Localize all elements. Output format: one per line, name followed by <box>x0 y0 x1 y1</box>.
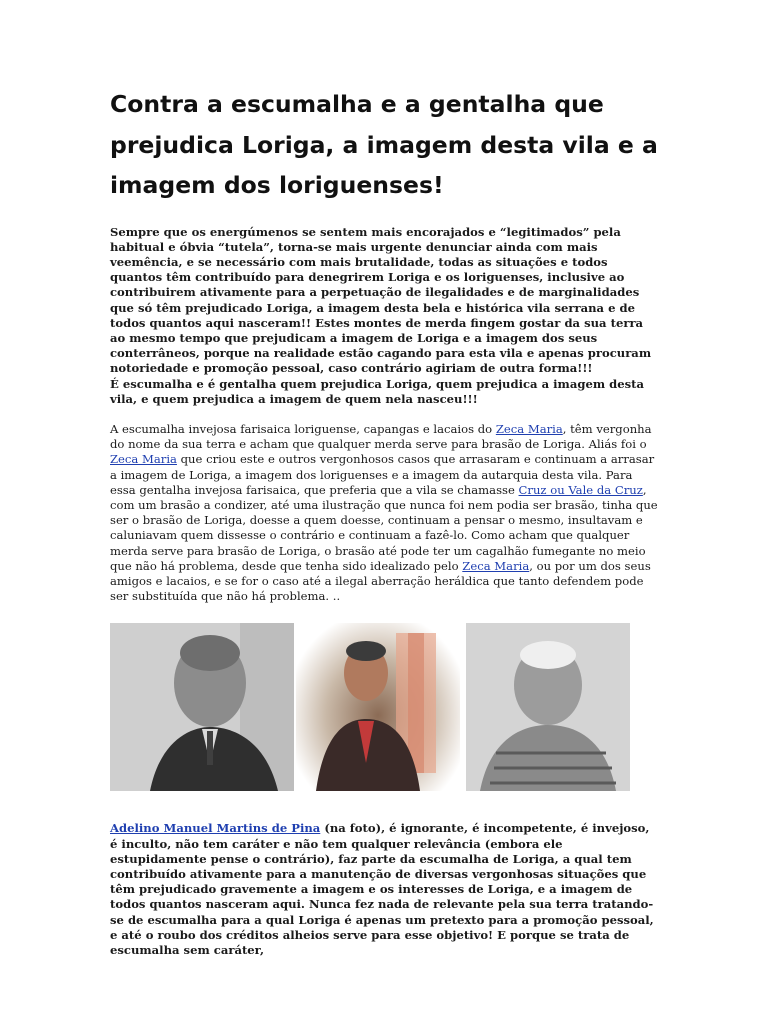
link-adelino-pina[interactable]: Adelino Manuel Martins de Pina <box>110 821 321 836</box>
photo-portrait-2 <box>296 623 460 791</box>
text-run: (na foto), é ignorante, é incompetente, é invejoso, é inculto, não tem caráter e não tem qualquer relevância (embora ele estupidamente pense o contrário), faz parte da escumalha de Loriga, a qual tem contribuído ativamente para a manutenção de diversas vergonhosas situações que têm prejudicado gravemente a imagem e os interesses de Loriga, e a imagem de todos quantos nasceram aqui. Nunca fez nada de relevante pela sua terra tratando-se de escumalha para a qual Loriga é apenas um pretexto para a promoção pessoal, e até o roubo dos créditos alheios serve para esse objetivo! E porque se trata de escumalha sem caráter, <box>110 821 654 957</box>
text-run: , com um brasão a condizer, até uma ilustração que nunca foi nem podia ser brasão, tinha que ser o brasão de Loriga, doesse a quem doesse, continuam a pensar o mesmo, insultavam e caluniavam quem dissesse o contrário e continuam a fazê-lo. Como acham que qualquer merda serve para brasão de Loriga, o brasão até pode ter um cagalhão fumegante no meio que não há problema, desde que tenha sido idealizado pelo <box>110 482 658 573</box>
text-run: , ou por um dos seus amigos e lacaios, e se for o caso até a ilegal aberração heráldica que tanto defendem pode ser substituída que não há problema. .. <box>110 558 651 604</box>
document-page <box>110 84 658 958</box>
paragraph-brasao <box>110 422 658 604</box>
paragraph-statement: É escumalha e é gentalha quem prejudica Loriga, quem prejudica a imagem desta vila, e quem prejudica a imagem de quem nela nasceu!!! <box>110 376 644 406</box>
link-cruz-vale-da-cruz[interactable]: Cruz ou Vale da Cruz <box>518 482 643 497</box>
link-zeca-maria[interactable]: Zeca Maria <box>110 452 177 467</box>
paragraph-intro: Sempre que os energúmenos se sentem mais encorajados e “legitimados” pela habitual e óbvia “tutela”, torna-se mais urgente denunciar ainda com mais veemência, e se necessário com mais brutalidade, todas as situações e todos quantos têm contribuído para denegrirem Loriga e os loriguenses, inclusive ao contribuirem ativamente para a perpetuação de ilegalidades e de marginalidades que só têm prejudicado Loriga, a imagem desta bela e histórica vila serrana e de todos quantos aqui nasceram!! Estes montes de merda fingem gostar da sua terra ao mesmo tempo que prejudicam a imagem de Loriga e a imagem dos seus conterrâneos, porque na realidade estão cagando para esta vila e apenas procuram notoriedade e promoção pessoal, caso contrário agiriam de outra forma!!! <box>110 224 652 376</box>
text-run: , têm vergonha do nome da sua terra e acham que qualquer merda serve para brasão de Loriga. Aliás foi o <box>110 421 652 452</box>
text-run: A escumalha invejosa farisaica loriguense, capangas e lacaios do <box>110 421 496 436</box>
text-run: que criou este e outros vergonhosos casos que arrasaram e continuam a arrasar a imagem de Loriga, a imagem dos loriguenses e a imagem da autarquia desta vila. Para essa gentalha invejosa farisaica, que preferia que a vila se chamasse <box>110 452 655 497</box>
page-title: Contra a escumalha e a gentalha que prejudica Loriga, a imagem desta vila e a imagem dos loriguenses! <box>110 90 658 199</box>
paragraph-adelino <box>110 821 658 958</box>
photo-portrait-1 <box>110 623 294 791</box>
photo-portrait-3 <box>466 623 630 791</box>
link-zeca-maria[interactable]: Zeca Maria <box>495 421 563 436</box>
photo-strip <box>110 623 630 791</box>
link-zeca-maria[interactable]: Zeca Maria <box>462 558 530 573</box>
